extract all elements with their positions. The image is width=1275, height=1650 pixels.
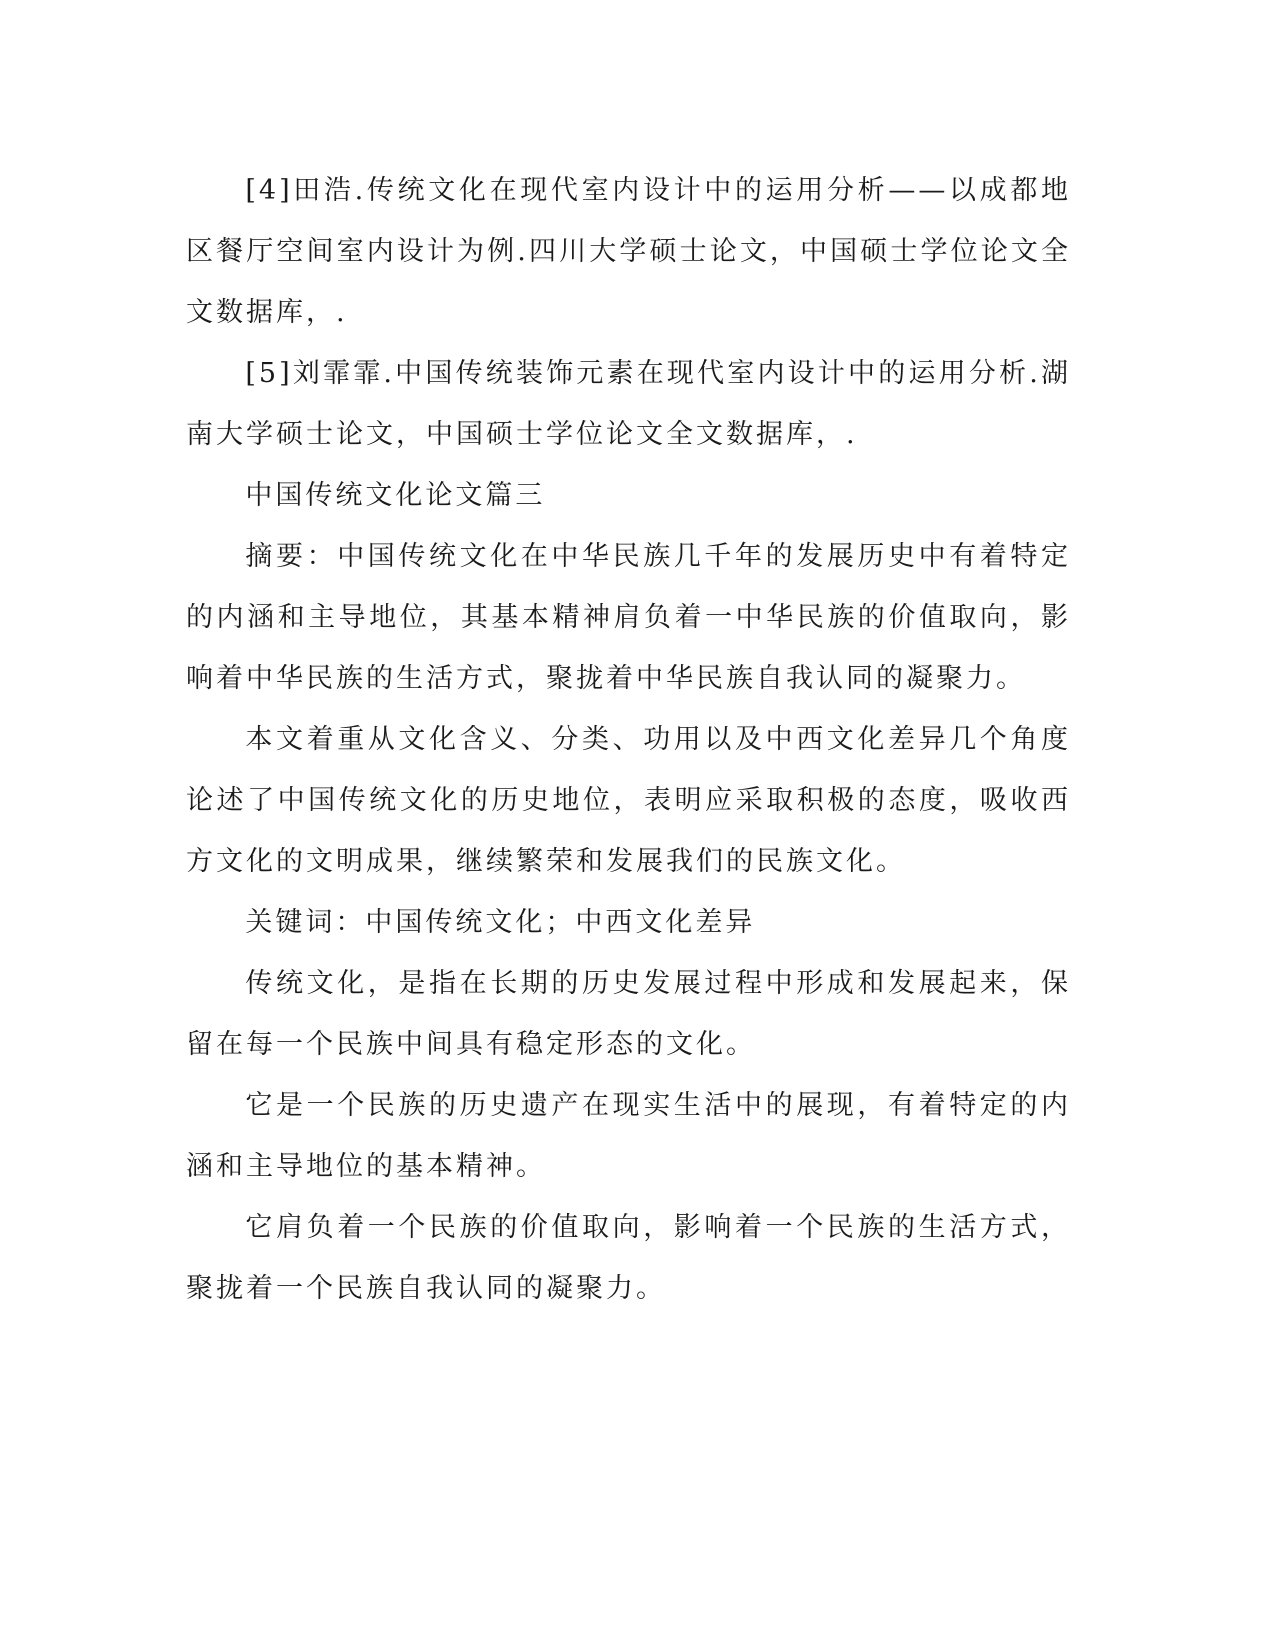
body-paragraph: 传统文化，是指在长期的历史发展过程中形成和发展起来，保留在每一个民族中间具有稳定形态的文化。 bbox=[186, 968, 1071, 1060]
reference-4: [4]田浩.传统文化在现代室内设计中的运用分析——以成都地区餐厅空间室内设计为例.四川大学硕士论文，中国硕士学位论文全文数据库，. bbox=[186, 175, 1071, 328]
body-paragraph: 它肩负着一个民族的价值取向，影响着一个民族的生活方式，聚拢着一个民族自我认同的凝聚力。 bbox=[186, 1212, 1071, 1304]
document-body bbox=[186, 160, 1071, 1319]
keywords-paragraph: 关键词：中国传统文化；中西文化差异 bbox=[245, 907, 756, 938]
body-paragraph: 它是一个民族的历史遗产在现实生活中的展现，有着特定的内涵和主导地位的基本精神。 bbox=[186, 1090, 1071, 1182]
section-heading: 中国传统文化论文篇三 bbox=[245, 480, 546, 511]
body-paragraph: 本文着重从文化含义、分类、功用以及中西文化差异几个角度论述了中国传统文化的历史地位，表明应采取积极的态度，吸收西方文化的文明成果，继续繁荣和发展我们的民族文化。 bbox=[186, 724, 1071, 877]
abstract-paragraph: 摘要：中国传统文化在中华民族几千年的发展历史中有着特定的内涵和主导地位，其基本精神肩负着一中华民族的价值取向，影响着中华民族的生活方式，聚拢着中华民族自我认同的凝聚力。 bbox=[186, 541, 1071, 694]
reference-5: [5]刘霏霏.中国传统装饰元素在现代室内设计中的运用分析.湖南大学硕士论文，中国硕士学位论文全文数据库，. bbox=[186, 358, 1071, 450]
